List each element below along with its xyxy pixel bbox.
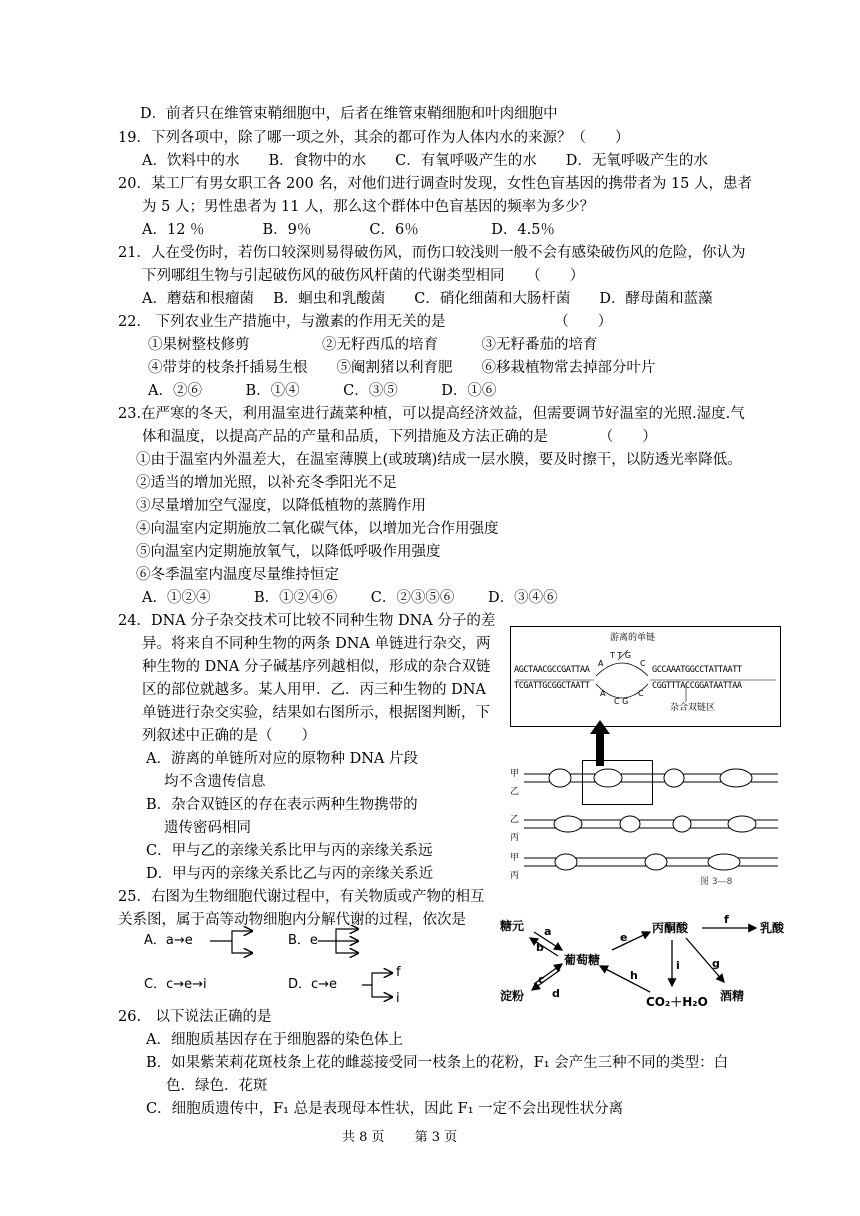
top-strand-left: AGCTAACGCCGATTAA <box>514 665 590 675</box>
q25-stem-2: 关系图，属于高等动物细胞内分解代谢的过程，依次是 <box>118 912 466 928</box>
q25-option-d: D．c→e <box>288 977 338 992</box>
arrow-label-e: e <box>620 931 628 944</box>
row-label-yi-2: 乙 <box>510 815 520 825</box>
q22-items-1: ①果树整枝修剪 ②无籽西瓜的培育 ③无籽番茄的培育 <box>148 337 598 353</box>
q25-option-d-f: f <box>396 965 401 980</box>
row-label-yi-1: 乙 <box>510 787 520 797</box>
q24-option-b-2: 遗传密码相同 <box>164 820 251 836</box>
q26-option-c: C．细胞质遗传中，F₁ 总是表现母本性状，因此 F₁ 一定不会出现性状分离 <box>146 1101 624 1117</box>
q25-option-arrows <box>140 925 430 1005</box>
q21-options: A．蘑菇和根瘤菌 B．蛔虫和乳酸菌 C．硝化细菌和大肠杆菌 D．酵母菌和蓝藻 <box>142 291 713 307</box>
row-label-bing-1: 丙 <box>510 833 520 843</box>
metabolism-figure <box>500 908 800 1008</box>
q18-option-d: D．前者只在维管束鞘细胞中，后者在维管束鞘细胞和叶肉细胞中 <box>140 106 558 122</box>
glucose-node: 葡萄糖 <box>564 953 601 967</box>
q23-item-1: ①由于温室内外温差大，在温室薄膜上(或玻璃)结成一层水膜，要及时擦干，以防透光率降低。 <box>136 452 742 468</box>
q24-stem-1: 24．DNA 分子杂交技术可比较不同种生物 DNA 分子的差 <box>118 613 496 629</box>
loop-right-bottom-base: C <box>638 689 644 698</box>
q22-options: A．②⑥ B．①④ C．③⑤ D．①⑥ <box>148 383 497 399</box>
arrow-label-i: i <box>676 959 680 972</box>
loop-bottom-bases: C G <box>614 697 629 706</box>
arrow-label-d: d <box>552 987 560 1000</box>
alcohol-node: 酒精 <box>720 989 745 1003</box>
q24-option-a-1: A．游离的单链所对应的原物种 DNA 片段 <box>146 751 418 767</box>
loop-right-top-base: C <box>640 659 646 668</box>
pyruvate-node: 丙酮酸 <box>652 921 689 935</box>
q23-stem-2: 体和温度，以提高产品的产量和品质，下列措施及方法正确的是 （ ） <box>142 429 657 445</box>
q25-option-c: C．c→e→i <box>144 977 207 992</box>
arrow-label-g: g <box>712 957 720 970</box>
top-strand-right: GCCAAATGGCCTATTAATT <box>652 665 742 675</box>
q22-items-2: ④带芽的枝条扦插易生根 ⑤阉割猪以利育肥 ⑥移栽植物常去掉部分叶片 <box>148 360 656 376</box>
loop-left-bottom-base: A <box>600 689 606 698</box>
q25-option-b: B．e <box>288 933 318 948</box>
loop-top-bases: T T G <box>610 651 632 660</box>
bottom-strand-left: TCGATTGCGGCTAATT <box>514 681 590 691</box>
q21-stem-1: 21．人在受伤时，若伤口较深则易得破伤风，而伤口较浅则一般不会有感染破伤风的危险，你认为 <box>118 245 746 261</box>
q24-stem-3: 种生物的 DNA 分子碱基序列越相似，形成的杂合双链 <box>142 659 491 675</box>
q24-stem-5: 单链进行杂交实验，结果如右图所示，根据图判断，下 <box>142 705 490 721</box>
loop-left-top-base: A <box>598 659 604 668</box>
figure-caption: 图 3—8 <box>700 877 733 887</box>
co2-h2o-node: CO₂＋H₂O <box>646 995 708 1009</box>
arrow-label-c: c <box>538 973 545 986</box>
free-strand-label: 游离的单链 <box>610 633 656 643</box>
arrow-label-h: h <box>630 969 638 982</box>
q23-options: A．①②④ B．①②④⑥ C．②③⑤⑥ D．③④⑥ <box>142 590 558 606</box>
q24-stem-2: 异。将来自不同种生物的两条 DNA 单链进行杂交，两 <box>142 636 491 652</box>
row-label-bing-2: 丙 <box>510 871 520 881</box>
q24-option-c: C．甲与乙的亲缘关系比甲与丙的亲缘关系远 <box>146 843 433 859</box>
q26-option-b-2: 色．绿色．花斑 <box>166 1078 268 1094</box>
q19-stem: 19．下列各项中，除了哪一项之外，其余的都可作为人体内水的来源？（ ） <box>118 130 630 146</box>
q24-option-d: D．甲与丙的亲缘关系比乙与丙的亲缘关系近 <box>146 866 434 882</box>
q25-options <box>140 925 430 1005</box>
q23-item-3: ③尽量增加空气湿度，以降低植物的蒸腾作用 <box>136 498 426 514</box>
q23-item-6: ⑥冬季温室内温度尽量维持恒定 <box>136 567 339 583</box>
q21-stem-2: 下列哪组生物与引起破伤风的破伤风杆菌的代谢类型相同 （ ） <box>142 268 585 284</box>
q24-option-b-1: B．杂合双链区的存在表示两种生物携带的 <box>146 797 418 813</box>
arrow-label-a: a <box>544 925 552 938</box>
q23-item-2: ②适当的增加光照，以补充冬季阳光不足 <box>136 475 397 491</box>
starch-node: 淀粉 <box>500 989 525 1003</box>
row-label-jia-2: 甲 <box>510 853 520 863</box>
q22-stem: 22． 下列农业生产措施中，与激素的作用无关的是 （ ） <box>118 314 613 330</box>
q24-stem-6: 列叙述中正确的是（ ） <box>142 728 316 744</box>
row-label-jia-1: 甲 <box>510 769 520 779</box>
page-footer: 共 8 页 第 3 页 <box>342 1130 458 1145</box>
q23-item-5: ⑤向温室内定期施放氧气，以降低呼吸作用强度 <box>136 544 441 560</box>
dna-hybrid-figure <box>510 620 782 890</box>
q25-option-d-i: i <box>396 991 400 1006</box>
q20-stem-2: 为 5 人；男性患者为 11 人，那么这个群体中色盲基因的频率为多少？ <box>142 199 595 215</box>
hybrid-label: 杂合双链区 <box>670 703 716 713</box>
q23-item-4: ④向温室内定期施放二氧化碳气体，以增加光合作用强度 <box>136 521 499 537</box>
q24-stem-4: 区的部位就越多。某人用甲．乙．丙三种生物的 DNA <box>142 682 486 698</box>
q26-option-a: A．细胞质基因存在于细胞器的染色体上 <box>146 1032 403 1048</box>
q20-options: A．12 ％ B．9％ C．6％ D．4.5％ <box>142 222 555 238</box>
q24-option-a-2: 均不含遗传信息 <box>164 774 266 790</box>
arrow-label-b: b <box>536 941 544 954</box>
bottom-strand-right: CGGTTTACCGGATAATTAA <box>652 681 742 691</box>
q23-stem-1: 23.在严寒的冬天，利用温室进行蔬菜种植，可以提高经济效益，但需要调节好温室的光照.湿度.气 <box>118 406 745 422</box>
lactate-node: 乳酸 <box>760 921 785 935</box>
q25-stem-1: 25．右图为生物细胞代谢过程中，有关物质或产物的相互 <box>118 889 485 905</box>
q26-stem: 26. 以下说法正确的是 <box>118 1009 272 1025</box>
q25-option-a: A．a→e <box>144 933 193 948</box>
arrow-label-f: f <box>724 913 729 926</box>
q19-options: A．饮料中的水 B．食物中的水 C．有氧呼吸产生的水 D．无氧呼吸产生的水 <box>142 153 708 169</box>
q26-option-b-1: B．如果紫茉莉花斑枝条上花的雌蕊接受同一枝条上的花粉，F₁ 会产生三种不同的类型：白 <box>146 1055 729 1071</box>
q20-stem-1: 20．某工厂有男女职工各 200 名，对他们进行调查时发现，女性色盲基因的携带者为 15 人，患者 <box>118 176 753 192</box>
glycogen-node: 糖元 <box>500 919 525 933</box>
